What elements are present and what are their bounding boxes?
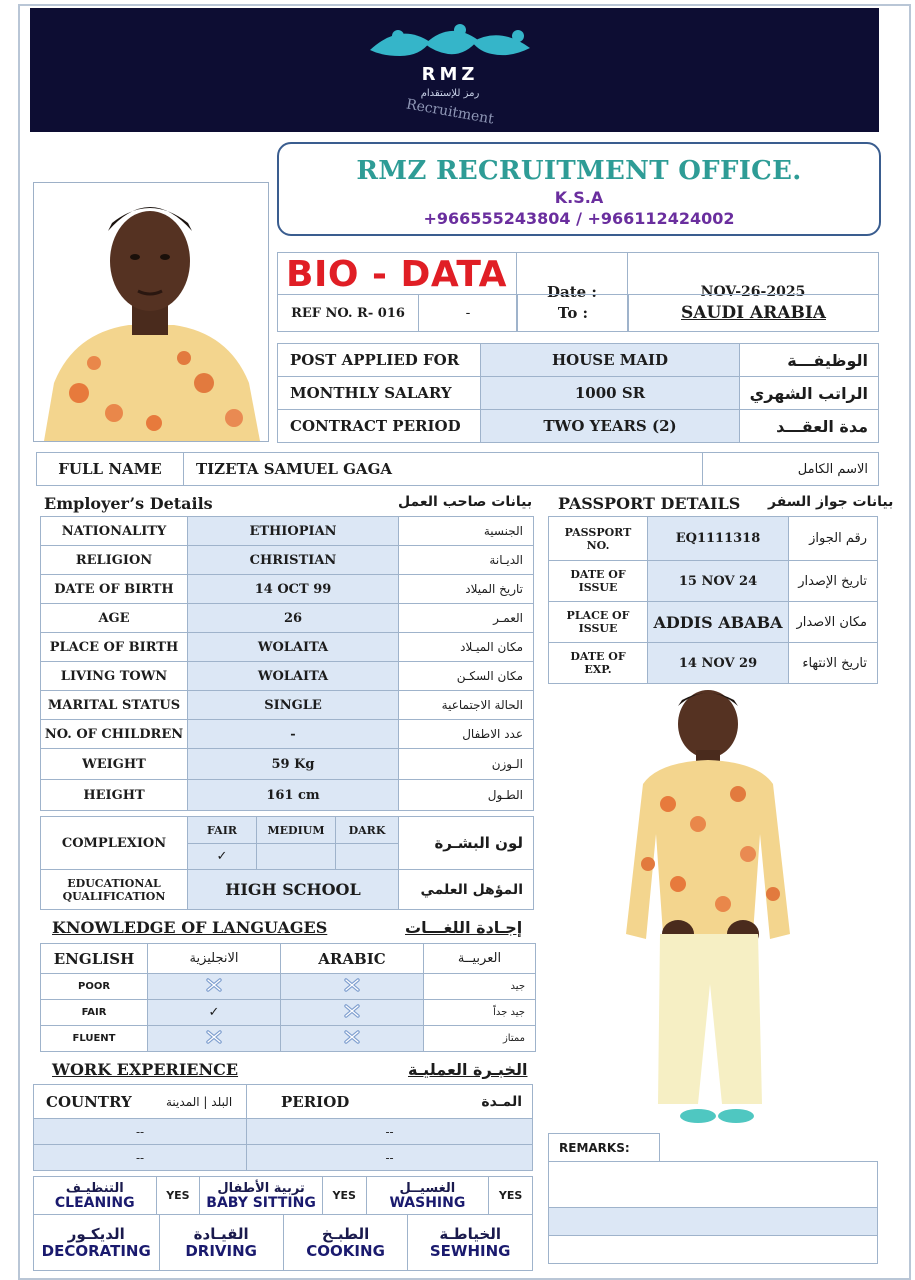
passport-label: DATE OF ISSUE [549,561,648,602]
remarks-label: REMARKS: [549,1134,660,1162]
to-value: SAUDI ARABIA [629,295,879,332]
lang-arabic: ARABIC [281,944,424,974]
employer-label: NATIONALITY [41,517,188,546]
employer-row [41,604,534,633]
skill-cell: الخياطـة SEWHING [408,1215,533,1271]
skill-cell: القيـادة DRIVING [159,1215,283,1271]
passport-label-ar: تاريخ الانتهاء [789,643,878,684]
language-english-mark [148,1026,281,1052]
work-period-cell: -- [247,1145,533,1171]
passport-title: PASSPORT DETAILS [558,494,741,513]
date-value: NOV-26-2025 [628,253,879,332]
employer-label: WEIGHT [41,749,188,780]
employer-label-ar: الطـول [399,780,534,811]
education-label: EDUCATIONAL QUALIFICATION [41,870,188,910]
employer-label: LIVING TOWN [41,662,188,691]
remarks-table [548,1133,878,1264]
employer-label: PLACE OF BIRTH [41,633,188,662]
skill-cell: الطبـخ COOKING [283,1215,408,1271]
full-name-label: FULL NAME [37,453,184,486]
cross-icon [206,1030,222,1044]
employer-row [41,575,534,604]
passport-table [548,516,878,684]
passport-value: EQ1111318 [648,517,789,561]
language-arabic-mark [281,1026,424,1052]
skills-table [33,1176,533,1215]
ref-label: REF NO. R- 016 [278,295,419,332]
passport-label-ar: مكان الاصدار [789,602,878,643]
employer-label: RELIGION [41,546,188,575]
to-label: To : [518,295,629,332]
work-period: PERIOD [247,1085,412,1119]
rmz-logo [360,22,540,132]
full-name-row [36,452,879,486]
employer-label-ar: الـوزن [399,749,534,780]
office-name: RMZ RECRUITMENT OFFICE. [356,156,802,186]
office-phones: +966555243804 / +966112424002 [423,209,735,228]
work-row [34,1145,533,1171]
employer-label: HEIGHT [41,780,188,811]
work-country: COUNTRY [34,1085,167,1119]
logo-sub-ar: رمز للإستقدام [420,88,480,99]
employer-label-ar: عدد الاطفال [399,720,534,749]
skill-cell: تربية الأطفال BABY SITTING [200,1177,323,1215]
passport-value: 15 NOV 24 [648,561,789,602]
cross-icon [344,1004,360,1018]
skill-value: YES [489,1177,533,1215]
language-level-ar: جيد [424,974,536,1000]
passport-label: PASSPORT NO. [549,517,648,561]
employer-value: WOLAITA [188,662,399,691]
post-row: POST APPLIED FOR HOUSE MAID الوظيفـــة [278,344,879,377]
employer-row [41,546,534,575]
employer-row [41,720,534,749]
employer-label-ar: تاريخ الميلاد [399,575,534,604]
passport-value: ADDIS ABABA [648,602,789,643]
language-arabic-mark [281,1000,424,1026]
language-arabic-mark [281,974,424,1000]
work-country-cell: -- [34,1119,247,1145]
education-ar: المؤهل العلمي [399,870,534,910]
office-box [277,142,881,236]
languages-table [40,943,536,1052]
cross-icon [344,978,360,992]
skill-cell: الغسيــل WASHING [366,1177,489,1215]
work-country-ar: البلد | المدينة [166,1085,247,1119]
office-country: K.S.A [554,188,604,207]
language-english-mark: ✓ [148,1000,281,1026]
cross-icon [206,978,222,992]
employer-label-ar: الجنسية [399,517,534,546]
language-english-mark [148,974,281,1000]
language-level-row [41,1026,536,1052]
passport-row [549,517,878,561]
work-row [34,1119,533,1145]
complexion-opt-dark: DARK [336,817,399,844]
employer-label-ar: مكان الميـلاد [399,633,534,662]
employer-value: WOLAITA [188,633,399,662]
employer-row [41,749,534,780]
languages-title: KNOWLEDGE OF LANGUAGES [52,918,328,937]
employer-value: ETHIOPIAN [188,517,399,546]
employer-label: AGE [41,604,188,633]
employer-label: MARITAL STATUS [41,691,188,720]
work-table [33,1084,533,1171]
logo-sub-en: Recruitment [404,96,496,128]
ref-value: - [419,295,518,332]
complexion-opt-medium: MEDIUM [257,817,336,844]
language-level-row [41,1000,536,1026]
language-level-ar: ممتاز [424,1026,536,1052]
language-level-ar: جيد جداً [424,1000,536,1026]
employer-label-ar: العمـر [399,604,534,633]
employer-table [40,516,534,811]
post-row: CONTRACT PERIOD TWO YEARS (2) مدة العقـــد [278,410,879,443]
language-level-label: FLUENT [41,1026,148,1052]
employer-value: 161 cm [188,780,399,811]
employer-label-ar: الحالة الاجتماعية [399,691,534,720]
skill-value: YES [156,1177,200,1215]
employer-row [41,662,534,691]
employer-row [41,633,534,662]
post-row: MONTHLY SALARY 1000 SR الراتب الشهري [278,377,879,410]
passport-row [549,561,878,602]
employer-label-ar: مكان السكـن [399,662,534,691]
employer-label: NO. OF CHILDREN [41,720,188,749]
full-name-ar: الاسم الكامل [703,453,879,486]
skills-table-2 [33,1214,533,1271]
complexion-label: COMPLEXION [41,817,188,870]
work-country-cell: -- [34,1145,247,1171]
employer-label-ar: الديـانة [399,546,534,575]
skill-cell: الديكـور DECORATING [34,1215,160,1271]
date-label: Date : [517,253,628,332]
languages-title-ar: إجـادة اللغـــات [405,918,523,937]
full-name-value: TIZETA SAMUEL GAGA [184,453,703,486]
passport-label-ar: رقم الجواز [789,517,878,561]
education-value: HIGH SCHOOL [188,870,399,910]
employer-value: 14 OCT 99 [188,575,399,604]
skill-cell: التنظيـف CLEANING [34,1177,157,1215]
lang-english: ENGLISH [41,944,148,974]
passport-label-ar: تاريخ الإصدار [789,561,878,602]
full-body-photo [548,684,878,1130]
bio-data-title: BIO - DATA [286,254,508,295]
portrait-photo [33,182,269,442]
employer-value: - [188,720,399,749]
passport-value: 14 NOV 29 [648,643,789,684]
work-title: WORK EXPERIENCE [52,1060,239,1079]
employer-title-ar: بيانات صاحب العمل [398,494,533,510]
skill-value: YES [322,1177,366,1215]
employer-row [41,780,534,811]
employer-row [41,691,534,720]
passport-row [549,643,878,684]
language-level-label: FAIR [41,1000,148,1026]
complexion-table [40,816,534,910]
passport-title-ar: بيانات جواز السفر [768,494,894,510]
employer-title: Employer’s Details [44,494,213,513]
work-title-ar: الخبـرة العمليـة [408,1060,528,1079]
work-period-ar: المـدة [411,1085,533,1119]
employer-row [41,517,534,546]
lang-arabic-ar: العربيــة [424,944,536,974]
employer-value: SINGLE [188,691,399,720]
work-period-cell: -- [247,1119,533,1145]
logo-text: RMZ [421,64,479,85]
employer-value: 59 Kg [188,749,399,780]
complexion-opt-fair: FAIR [188,817,257,844]
employer-label: DATE OF BIRTH [41,575,188,604]
post-table [277,343,879,443]
passport-label: PLACE OF ISSUE [549,602,648,643]
lang-english-ar: الانجليزية [148,944,281,974]
employer-value: CHRISTIAN [188,546,399,575]
language-level-label: POOR [41,974,148,1000]
employer-value: 26 [188,604,399,633]
language-level-row [41,974,536,1000]
cross-icon [344,1030,360,1044]
passport-row [549,602,878,643]
complexion-check: ✓ [188,844,257,870]
complexion-ar: لون البشـرة [399,817,534,870]
passport-label: DATE OF EXP. [549,643,648,684]
